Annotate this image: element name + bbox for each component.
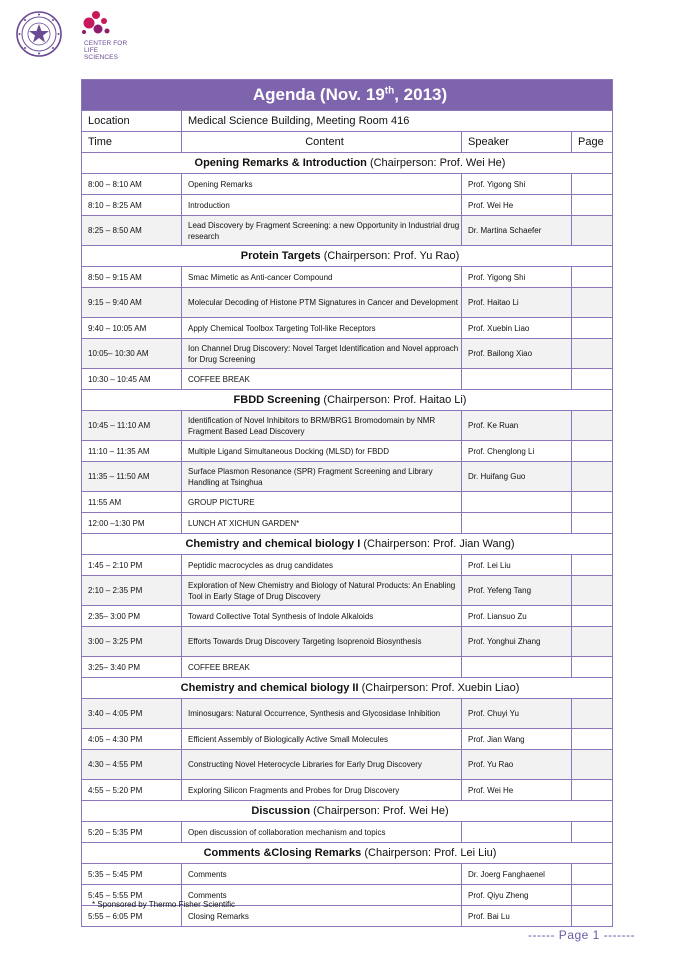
row-speaker: Prof. Qiyu Zheng <box>462 885 572 906</box>
row-time: 11:55 AM <box>82 492 182 513</box>
column-header-time: Time <box>82 132 182 153</box>
section-header <box>82 801 613 822</box>
row-time: 4:30 – 4:55 PM <box>82 750 182 780</box>
row-page <box>572 174 613 195</box>
section-header <box>82 246 613 267</box>
row-content: Open discussion of collaboration mechanism and topics <box>182 822 462 843</box>
table-row <box>82 822 613 843</box>
row-content: Identification of Novel Inhibitors to BRM/BRG1 Bromodomain by NMR Fragment Based Lead Discovery <box>182 411 462 441</box>
row-content: Constructing Novel Heterocycle Libraries for Early Drug Discovery <box>182 750 462 780</box>
table-row <box>82 369 613 390</box>
row-content: Peptidic macrocycles as drug candidates <box>182 555 462 576</box>
row-speaker: Dr. Huifang Guo <box>462 462 572 492</box>
row-time: 5:55 – 6:05 PM <box>82 906 182 927</box>
row-page <box>572 576 613 606</box>
row-time: 10:05– 10:30 AM <box>82 339 182 369</box>
section-title-cell <box>82 534 613 555</box>
row-speaker <box>462 369 572 390</box>
row-page <box>572 195 613 216</box>
row-content: Smac Mimetic as Anti-cancer Compound <box>182 267 462 288</box>
row-page <box>572 555 613 576</box>
section-header <box>82 153 613 174</box>
column-header-speaker: Speaker <box>462 132 572 153</box>
row-time: 8:00 – 8:10 AM <box>82 174 182 195</box>
row-speaker: Prof. Chuyi Yu <box>462 699 572 729</box>
row-time: 5:35 – 5:45 PM <box>82 864 182 885</box>
table-row <box>82 657 613 678</box>
row-page <box>572 885 613 906</box>
table-row <box>82 780 613 801</box>
row-speaker <box>462 492 572 513</box>
row-speaker <box>462 657 572 678</box>
row-time: 8:50 – 9:15 AM <box>82 267 182 288</box>
section-title-cell <box>82 390 613 411</box>
row-time: 9:40 – 10:05 AM <box>82 318 182 339</box>
row-content: Apply Chemical Toolbox Targeting Toll-like Receptors <box>182 318 462 339</box>
location-row <box>82 111 613 132</box>
row-time: 5:45 – 5:55 PM <box>82 885 182 906</box>
row-page <box>572 699 613 729</box>
row-speaker: Prof. Yonghui Zhang <box>462 627 572 657</box>
row-content: Lead Discovery by Fragment Screening: a new Opportunity in Industrial drug research <box>182 216 462 246</box>
section-title-cell <box>82 153 613 174</box>
footnote: * Sponsored by Thermo Fisher Scientific <box>92 900 236 909</box>
location-value: Medical Science Building, Meeting Room 416 <box>182 111 613 132</box>
row-content: GROUP PICTURE <box>182 492 462 513</box>
row-speaker: Prof. Jian Wang <box>462 729 572 750</box>
agenda-table <box>81 79 613 927</box>
row-time: 4:05 – 4:30 PM <box>82 729 182 750</box>
row-content: Ion Channel Drug Discovery: Novel Target Identification and Novel approach for Drug Screening <box>182 339 462 369</box>
row-time: 3:00 – 3:25 PM <box>82 627 182 657</box>
row-speaker: Prof. Liansuo Zu <box>462 606 572 627</box>
row-page <box>572 411 613 441</box>
table-row <box>82 750 613 780</box>
row-time: 3:25– 3:40 PM <box>82 657 182 678</box>
section-header <box>82 390 613 411</box>
row-content: COFFEE BREAK <box>182 657 462 678</box>
section-title-cell <box>82 246 613 267</box>
table-row <box>82 513 613 534</box>
row-page <box>572 606 613 627</box>
row-content: Toward Collective Total Synthesis of Indole Alkaloids <box>182 606 462 627</box>
row-content: Molecular Decoding of Histone PTM Signatures in Cancer and Development <box>182 288 462 318</box>
row-page <box>572 339 613 369</box>
table-row <box>82 318 613 339</box>
section-header <box>82 534 613 555</box>
row-content: Efficient Assembly of Biologically Active Small Molecules <box>182 729 462 750</box>
row-content: Closing Remarks <box>182 906 462 927</box>
row-page <box>572 822 613 843</box>
section-title: Chemistry and chemical biology I <box>185 538 361 550</box>
section-chairperson: (Chairperson: Prof. Jian Wang) <box>363 538 515 550</box>
row-time: 12:00 –1:30 PM <box>82 513 182 534</box>
section-header <box>82 843 613 864</box>
row-page <box>572 318 613 339</box>
row-content: Introduction <box>182 195 462 216</box>
table-row <box>82 576 613 606</box>
row-time: 11:10 – 11:35 AM <box>82 441 182 462</box>
row-time: 9:15 – 9:40 AM <box>82 288 182 318</box>
row-time: 8:10 – 8:25 AM <box>82 195 182 216</box>
row-speaker: Dr. Martina Schaefer <box>462 216 572 246</box>
section-chairperson: (Chairperson: Prof. Wei He) <box>313 805 449 817</box>
row-page <box>572 729 613 750</box>
row-speaker <box>462 513 572 534</box>
section-chairperson: (Chairperson: Prof. Lei Liu) <box>364 847 497 859</box>
column-header-content: Content <box>182 132 462 153</box>
row-content: COFFEE BREAK <box>182 369 462 390</box>
section-header <box>82 678 613 699</box>
agenda-title-row <box>82 80 613 111</box>
row-time: 4:55 – 5:20 PM <box>82 780 182 801</box>
section-title-cell <box>82 801 613 822</box>
table-row <box>82 462 613 492</box>
row-page <box>572 657 613 678</box>
table-row <box>82 606 613 627</box>
table-row <box>82 555 613 576</box>
row-content: Surface Plasmon Resonance (SPR) Fragment Screening and Library Handling at Tsinghua <box>182 462 462 492</box>
section-title: Chemistry and chemical biology II <box>180 682 359 694</box>
section-chairperson: (Chairperson: Prof. Wei He) <box>369 157 506 169</box>
row-content: Comments <box>182 864 462 885</box>
row-speaker: Prof. Yigong Shi <box>462 267 572 288</box>
life-sciences-dots-icon <box>78 10 118 40</box>
row-page <box>572 750 613 780</box>
row-time: 11:35 – 11:50 AM <box>82 462 182 492</box>
center-logo-text: CENTER FOR LIFE SCIENCES <box>84 40 128 61</box>
row-speaker: Prof. Xuebin Liao <box>462 318 572 339</box>
row-speaker: Prof. Bailong Xiao <box>462 339 572 369</box>
row-speaker: Prof. Yefeng Tang <box>462 576 572 606</box>
row-speaker: Prof. Wei He <box>462 195 572 216</box>
section-title: Comments &Closing Remarks <box>203 847 362 859</box>
row-content: LUNCH AT XICHUN GARDEN* <box>182 513 462 534</box>
table-row <box>82 627 613 657</box>
row-speaker: Prof. Ke Ruan <box>462 411 572 441</box>
row-speaker: Prof. Lei Liu <box>462 555 572 576</box>
row-time: 5:20 – 5:35 PM <box>82 822 182 843</box>
section-title: Protein Targets <box>240 250 321 262</box>
row-page <box>572 627 613 657</box>
row-content: Efforts Towards Drug Discovery Targeting Isoprenoid Biosynthesis <box>182 627 462 657</box>
page-footer: ------ Page 1 ------- <box>528 928 636 942</box>
row-content: Comments <box>182 885 462 906</box>
section-title: Opening Remarks & Introduction <box>194 157 367 169</box>
section-title-cell <box>82 678 613 699</box>
row-speaker <box>462 822 572 843</box>
row-page <box>572 462 613 492</box>
row-speaker: Prof. Chenglong Li <box>462 441 572 462</box>
table-row <box>82 174 613 195</box>
row-time: 2:35– 3:00 PM <box>82 606 182 627</box>
row-page <box>572 441 613 462</box>
column-header-page: Page <box>572 132 613 153</box>
row-time: 10:30 – 10:45 AM <box>82 369 182 390</box>
row-time: 10:45 – 11:10 AM <box>82 411 182 441</box>
row-page <box>572 513 613 534</box>
table-row <box>82 492 613 513</box>
row-page <box>572 906 613 927</box>
table-row <box>82 339 613 369</box>
row-speaker: Prof. Bai Lu <box>462 906 572 927</box>
row-content: Multiple Ligand Simultaneous Docking (MLSD) for FBDD <box>182 441 462 462</box>
row-speaker: Prof. Haitao Li <box>462 288 572 318</box>
row-page <box>572 216 613 246</box>
row-page <box>572 864 613 885</box>
column-header-row <box>82 132 613 153</box>
table-row <box>82 267 613 288</box>
location-label: Location <box>82 111 182 132</box>
row-content: Iminosugars: Natural Occurrence, Synthesis and Glycosidase Inhibition <box>182 699 462 729</box>
section-chairperson: (Chairperson: Prof. Yu Rao) <box>323 250 460 262</box>
table-row <box>82 729 613 750</box>
row-speaker: Prof. Yigong Shi <box>462 174 572 195</box>
row-time: 3:40 – 4:05 PM <box>82 699 182 729</box>
table-row <box>82 288 613 318</box>
section-title: Discussion <box>251 805 311 817</box>
row-speaker: Prof. Yu Rao <box>462 750 572 780</box>
table-row <box>82 216 613 246</box>
row-time: 2:10 – 2:35 PM <box>82 576 182 606</box>
section-chairperson: (Chairperson: Prof. Xuebin Liao) <box>361 682 520 694</box>
section-chairperson: (Chairperson: Prof. Haitao Li) <box>323 394 467 406</box>
row-speaker: Dr. Joerg Fanghaenel <box>462 864 572 885</box>
row-content: Exploring Silicon Fragments and Probes for Drug Discovery <box>182 780 462 801</box>
university-seal-icon <box>16 11 62 57</box>
table-row <box>82 699 613 729</box>
agenda-title: Agenda (Nov. 19th, 2013) <box>82 80 613 111</box>
row-time: 8:25 – 8:50 AM <box>82 216 182 246</box>
row-time: 1:45 – 2:10 PM <box>82 555 182 576</box>
row-page <box>572 267 613 288</box>
row-speaker: Prof. Wei He <box>462 780 572 801</box>
row-page <box>572 780 613 801</box>
row-content: Opening Remarks <box>182 174 462 195</box>
row-page <box>572 369 613 390</box>
table-row <box>82 441 613 462</box>
row-page <box>572 492 613 513</box>
row-content: Exploration of New Chemistry and Biology of Natural Products: An Enabling Tool in Early Stage of Drug Discovery <box>182 576 462 606</box>
section-title: FBDD Screening <box>233 394 321 406</box>
table-row <box>82 864 613 885</box>
section-title-cell <box>82 843 613 864</box>
center-for-life-sciences-logo <box>78 10 130 61</box>
row-page <box>572 288 613 318</box>
table-row <box>82 411 613 441</box>
table-row <box>82 195 613 216</box>
